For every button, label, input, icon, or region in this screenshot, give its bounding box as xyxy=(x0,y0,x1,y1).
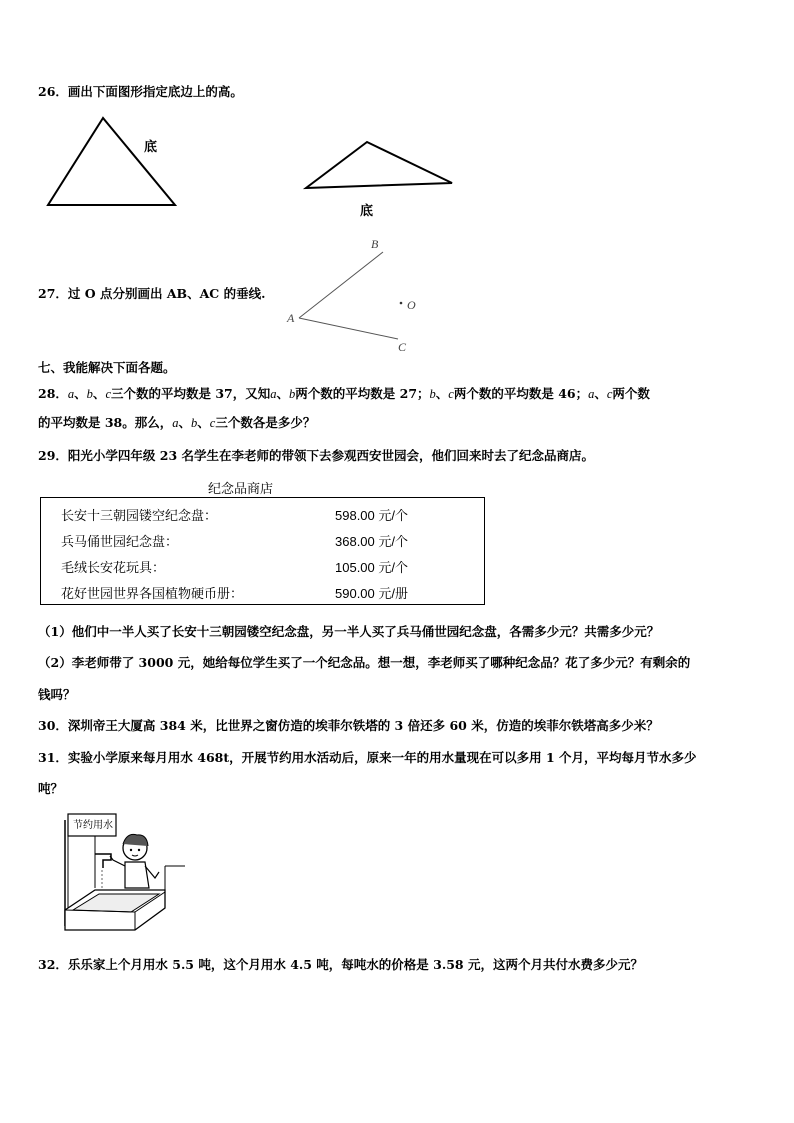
question-26: 26．画出下面图形指定底边上的高。 xyxy=(38,84,243,99)
question-28-line-2: 的平均数是 38。那么，a、b、c三个数各是多少？ xyxy=(38,415,316,430)
shop-item: 毛绒长安花玩具： 105.00 元/个 xyxy=(61,560,408,575)
question-29-part-1: （1）他们中一半人买了长安十三朝园镂空纪念盘，另一半人买了兵马俑世园纪念盘，各需多少元？共需多少元？ xyxy=(38,624,660,639)
shop-table-title: 纪念品商店 xyxy=(208,481,274,496)
label-O: O xyxy=(407,298,416,312)
question-32: 32．乐乐家上个月用水 5.5 吨，这个月用水 4.5 吨，每吨水的价格是 3.58 元，这两个月共付水费多少元？ xyxy=(38,957,643,972)
label-B: B xyxy=(371,237,379,251)
question-27: 27．过 O 点分别画出 AB、AC 的垂线. xyxy=(38,286,266,301)
question-29: 29．阳光小学四年级 23 名学生在李老师的带领下去参观西安世园会，他们回来时去了纪念品商店。 xyxy=(38,448,594,463)
shop-item: 长安十三朝园镂空纪念盘： 598.00 元/个 xyxy=(61,508,408,523)
shop-item: 兵马俑世园纪念盘： 368.00 元/个 xyxy=(61,534,408,549)
water-saving-sign: 节约用水 xyxy=(73,820,113,831)
angle-diagram xyxy=(0,0,794,360)
question-28-line-1: 28．a、b、c三个数的平均数是 37，又知a、b两个数的平均数是 27；b、c两个数的平均数是 46；a、c两个数 xyxy=(38,386,650,401)
base-label-2: 底 xyxy=(360,204,374,219)
question-29-part-2-line-1: （2）李老师带了 3000 元，她给每位学生买了一个纪念品。想一想，李老师买了哪种纪念品？花了多少元？有剩余的 xyxy=(38,655,691,670)
question-31-line-1: 31．实验小学原来每月用水 468t，开展节约用水活动后，原来一年的用水量现在可以多用 1 个月，平均每月节水多少 xyxy=(38,750,697,765)
question-31-line-2: 吨？ xyxy=(38,781,64,796)
shop-price-table xyxy=(40,497,485,605)
base-label-1: 底 xyxy=(144,140,158,155)
shop-item: 花好世园世界各国植物硬币册： 590.00 元/册 xyxy=(61,586,408,601)
question-29-part-2-line-2: 钱吗？ xyxy=(38,687,76,702)
question-30: 30．深圳帝王大厦高 384 米，比世界之窗仿造的埃菲尔铁塔的 3 倍还多 60 米，仿造的埃菲尔铁塔高多少米？ xyxy=(38,718,659,733)
label-A: A xyxy=(287,311,295,325)
section-heading: 七、我能解决下面各题。 xyxy=(38,360,176,375)
label-C: C xyxy=(398,340,407,354)
